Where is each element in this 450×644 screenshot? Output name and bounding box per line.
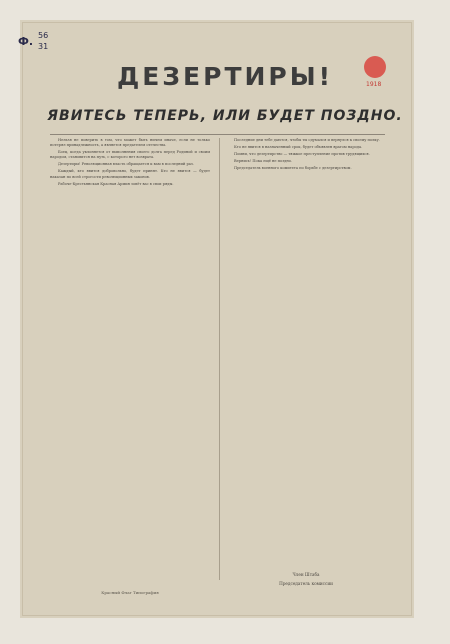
seal-year: 1918	[366, 81, 382, 88]
archive-num-bottom: 31	[38, 42, 49, 51]
right-paragraph: Кто не явится в назначенный срок, будет объявлен врагом народа.	[234, 145, 363, 150]
fund-label: Ф.	[18, 35, 34, 48]
header-divider	[50, 134, 385, 135]
right-text-column	[226, 138, 386, 173]
left-paragraph: Боец, когда уклоняется от выполнения своего долга перед Родиной и своим народом, становится на путь, с которого нет возврата.	[50, 150, 210, 160]
right-paragraph: Последние дни тебе даются, чтобы ты одумался и вернулся к своему полку.	[234, 138, 380, 142]
left-paragraph: Каждый, кто явится добровольно, будет принят. Кто не явится — будет наказан по всей строгости революционных законов.	[50, 169, 210, 179]
right-paragraph: Вернись! Пока ещё не поздно.	[234, 159, 293, 164]
signature-name: Председатель комиссии	[279, 581, 333, 586]
printer-credit: Красный Флаг Типография	[101, 590, 159, 595]
left-paragraph: Нельзя не поверить в том, что может быть ничем иначе, если не только потерял принадлежность, а является предателем отечества.	[50, 138, 210, 148]
archive-stamp	[18, 33, 58, 61]
signature-line: Член Штаба	[292, 572, 320, 577]
left-paragraph: Рабоче-Крестьянская Красная Армия зовёт вас в свои ряды.	[58, 181, 174, 186]
right-paragraph: Помни, что дезертирство — тяжкое преступление против трудящихся.	[234, 152, 370, 157]
poster-subheadline: ЯВИТЕСЬ ТЕПЕРЬ, ИЛИ БУДЕТ ПОЗДНО.	[47, 108, 403, 124]
right-paragraph: Председатель военного комитета по борьбе с дезертирством.	[234, 166, 352, 171]
left-paragraph: Дезертиры! Революционная власть обращается к вам в последний раз.	[58, 162, 194, 167]
left-text-column	[50, 138, 210, 189]
column-divider	[219, 138, 220, 580]
signature-block	[226, 572, 386, 586]
archive-num-top: 56	[38, 31, 49, 40]
poster-headline: ДЕЗЕРТИРЫ!	[116, 62, 334, 91]
